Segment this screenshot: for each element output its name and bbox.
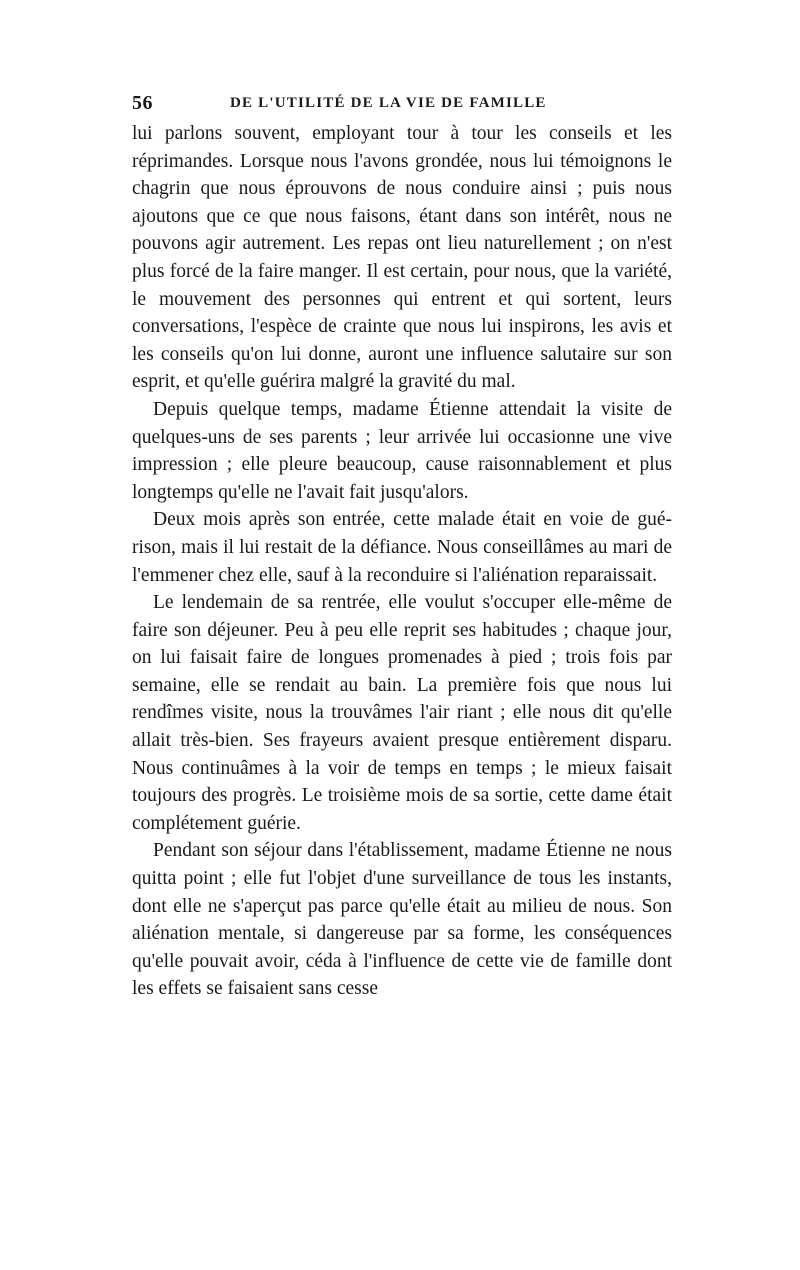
paragraph: Depuis quelque temps, madame Étienne attendait la visite de quelques-uns de ses parents ; leur arrivée lui occasionne une vive impression ; elle pleure beaucoup, cause raisonnablement et plus longtemps qu'elle ne l'avait fait jusqu'alors. xyxy=(132,398,672,503)
book-page xyxy=(132,92,672,1003)
page-header xyxy=(132,92,672,120)
paragraph: Le lendemain de sa rentrée, elle voulut s'occuper elle-même de faire son déjeuner. Peu à peu elle reprit ses habitudes ; chaque jour, on lui faisait faire de longues promenades à pied ; trois fois par semaine, elle se rendait au bain. La première fois que nous lui rendîmes visite, nous la trouvâmes l'air riant ; elle nous dit qu'elle allait très-bien. Ses frayeurs avaient presque entièrement disparu. Nous continuâmes à la voir de temps en temps ; le mieux faisait toujours des progrès. Le troisième mois de sa sortie, cette dame était complétement guérie. xyxy=(132,592,672,834)
body-text xyxy=(132,120,672,1003)
running-title: DE L'UTILITÉ DE LA VIE DE FAMILLE xyxy=(230,95,547,111)
paragraph: Deux mois après son entrée, cette malade était en voie de guérison, mais il lui restait de la défiance. Nous conseillâmes au mari de l'emmener chez elle, sauf à la reconduire si l'aliénation reparaissait. xyxy=(132,509,672,586)
paragraph: lui parlons souvent, employant tour à tour les conseils et les réprimandes. Lorsque nous l'avons grondée, nous lui témoignons le chagrin que nous éprouvons de nous conduire ainsi ; puis nous ajoutons que ce que nous faisons, étant dans son intérêt, nous ne pouvons agir autrement. Les repas ont lieu naturellement ; on n'est plus forcé de la faire manger. Il est certain, pour nous, que la variété, le mouvement des personnes qui entrent et qui sortent, leurs conversations, l'espèce de crainte que nous lui inspirons, les avis et les conseils qu'on lui donne, auront une influence salutaire sur son esprit, et qu'elle guérira malgré la gravité du mal. xyxy=(132,123,672,393)
paragraph: Pendant son séjour dans l'établissement, madame Étienne ne nous quitta point ; elle fut l'objet d'une surveillance de tous les instants, dont elle ne s'aperçut pas parce qu'elle était au milieu de nous. Son aliénation mentale, si dangereuse par sa forme, les conséquences qu'elle pouvait avoir, céda à l'influence de cette vie de famille dont les effets se faisaient sans cesse xyxy=(132,840,672,1000)
page-number: 56 xyxy=(132,92,153,114)
